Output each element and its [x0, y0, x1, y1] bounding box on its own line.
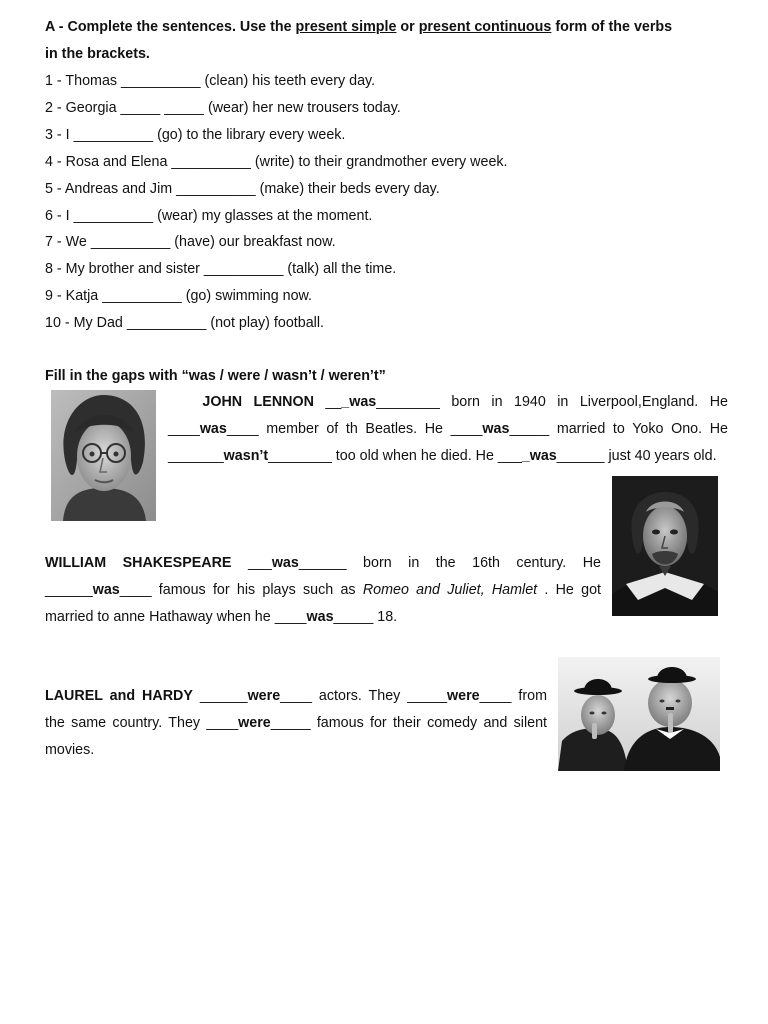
paragraph-text: famous for his plays such as [151, 581, 363, 598]
gap: ________ [268, 447, 332, 464]
laurel-and-hardy-paragraph [45, 683, 547, 763]
john-lennon-paragraph [168, 389, 728, 469]
laurel-and-hardy-name: LAUREL and HARDY [45, 688, 193, 704]
paragraph-text: actors. They [311, 688, 408, 704]
gap: _____ [270, 714, 311, 731]
gap: _____ [333, 608, 374, 625]
gap: ____ [206, 714, 239, 731]
paragraph-text: famous for their comedy and silent movies. [45, 714, 547, 758]
answer-was: was [271, 555, 299, 571]
laurel-and-hardy-photo [558, 657, 720, 771]
gap: ______ [298, 555, 347, 571]
gap: ___ [231, 555, 272, 571]
gap: ____ [450, 420, 483, 437]
paragraph-text: too old when he died. He [331, 447, 498, 464]
section-a-title-line2: in the brackets. [45, 46, 150, 62]
gap: ____ [280, 688, 312, 704]
exercise-item-9: 9 - Katja __________ (go) swimming now. [45, 288, 313, 304]
john-lennon-name: JOHN LENNON [202, 394, 314, 410]
exercise-item-2: 2 - Georgia _____ _____ (wear) her new trousers today. [45, 100, 401, 116]
john-lennon-photo [51, 390, 156, 521]
gap: __ [313, 394, 342, 410]
gap: ____ [274, 608, 307, 625]
gap: _____ [407, 688, 448, 704]
william-shakespeare-paragraph [45, 550, 601, 630]
section-b-title: Fill in the gaps with “was / were / wasn’t / weren’t” [45, 368, 386, 384]
gap: ____ [119, 581, 152, 598]
paragraph-text: . He got married to anne Hathaway when he [45, 581, 602, 625]
paragraph-text: 18. [373, 608, 398, 625]
exercise-item-8: 8 - My brother and sister __________ (talk) all the time. [45, 261, 397, 277]
answer-were: were [447, 688, 480, 704]
gap: ______ [556, 447, 605, 464]
gap: ____ [479, 688, 512, 704]
title-text: form of the verbs [551, 19, 673, 35]
william-shakespeare-photo [612, 476, 718, 616]
paragraph-text: born in the 16th century. He [346, 555, 601, 571]
gap: _____ [509, 420, 550, 437]
gap: ___ [497, 447, 522, 464]
exercise-item-4: 4 - Rosa and Elena __________ (write) to their grandmother every week. [45, 154, 508, 170]
title-present-continuous: present continuous [418, 19, 552, 35]
exercise-item-3: 3 - I __________ (go) to the library every week. [45, 127, 346, 143]
paragraph-text: born in 1940 in Liverpool,England. He [439, 394, 729, 410]
title-text: or [396, 19, 419, 35]
paragraph-text: member of th Beatles. He [258, 420, 451, 437]
gap: ______ [192, 688, 248, 704]
gap: ____ [168, 420, 200, 437]
answer-were: were [238, 714, 271, 731]
william-shakespeare-name: WILLIAM SHAKESPEARE [45, 555, 232, 571]
play-titles: Romeo and Juliet, Hamlet [362, 581, 538, 598]
gap: ____ [226, 420, 259, 437]
answer-was: was [199, 420, 227, 437]
section-a-title [45, 17, 672, 37]
paragraph-text: married to Yoko Ono. He [549, 420, 728, 437]
answer-was: was [482, 420, 510, 437]
exercise-item-1: 1 - Thomas __________ (clean) his teeth every day. [45, 73, 376, 89]
answer-was: was [92, 581, 120, 598]
gap: ______ [45, 581, 93, 598]
paragraph-text: from the same country. They [45, 688, 547, 731]
exercise-item-7: 7 - We __________ (have) our breakfast now. [45, 234, 336, 250]
answer-were: were [247, 688, 281, 704]
exercise-item-5: 5 - Andreas and Jim __________ (make) their beds every day. [45, 181, 440, 197]
gap: ________ [376, 394, 440, 410]
exercise-item-10: 10 - My Dad __________ (not play) football. [45, 315, 324, 331]
answer-was: _was [341, 394, 377, 410]
exercise-item-6: 6 - I __________ (wear) my glasses at the moment. [45, 208, 373, 224]
answer-was: was [306, 608, 334, 625]
paragraph-text: just 40 years old. [604, 447, 717, 464]
title-text: A - Complete the sentences. Use the [45, 19, 296, 35]
title-present-simple: present simple [295, 19, 397, 35]
answer-wasnt: wasn’t [223, 447, 269, 464]
answer-was: _was [521, 447, 557, 464]
gap: _______ [168, 447, 224, 464]
